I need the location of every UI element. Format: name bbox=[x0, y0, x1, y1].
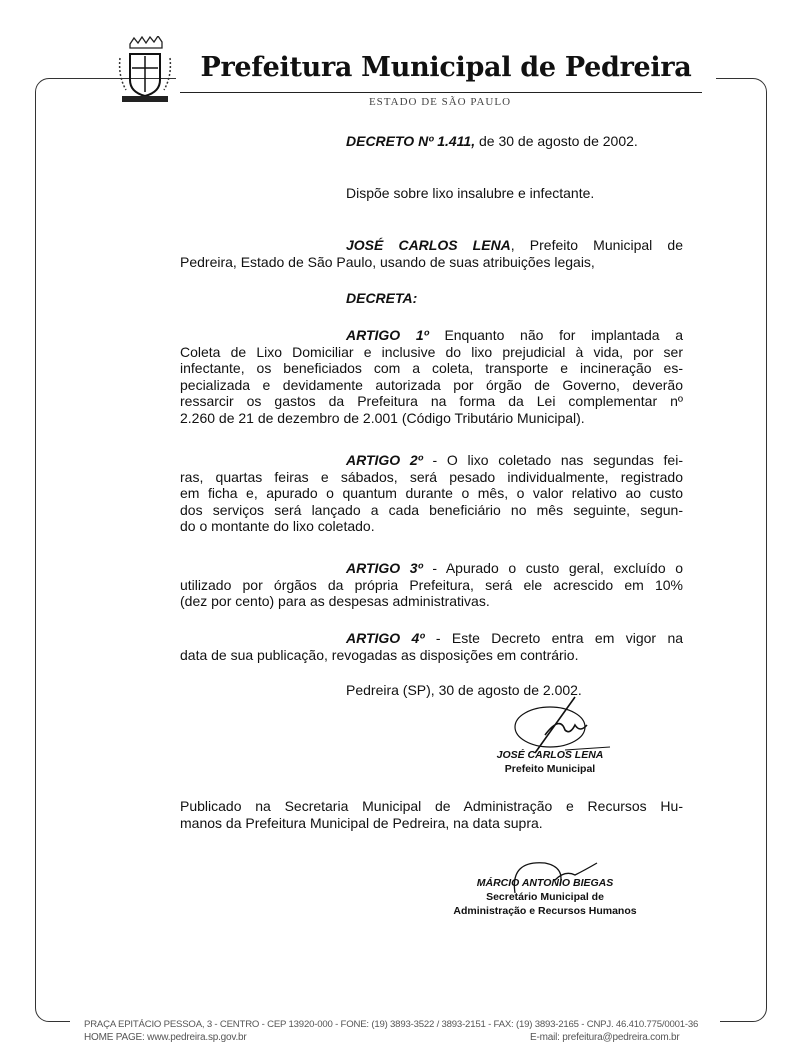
article-line: ras, quartas feiras e sábados, será pesado individualmente, registrado bbox=[180, 468, 683, 485]
signature-block-mayor bbox=[460, 748, 640, 776]
preamble bbox=[180, 237, 683, 270]
article-line: ressarcir os gastos da Prefeitura na forma da Lei complementar nº bbox=[180, 393, 683, 410]
letterhead-subtitle: ESTADO DE SÃO PAULO bbox=[368, 96, 512, 108]
coat-of-arms-icon bbox=[116, 36, 174, 106]
article-text: - O lixo coletado nas segundas fei- bbox=[432, 452, 683, 468]
preamble-text: Pedreira, Estado de São Paulo, usando de suas atribuições legais, bbox=[180, 253, 595, 270]
article-1 bbox=[180, 327, 683, 427]
article-3 bbox=[180, 560, 683, 610]
article-line: 2.260 de 21 de dezembro de 2.001 (Código Tributário Municipal). bbox=[180, 409, 585, 426]
article-text: Enquanto não for implantada a bbox=[444, 327, 684, 343]
letterhead-rule bbox=[180, 92, 702, 93]
signer-role: Prefeito Municipal bbox=[504, 763, 596, 775]
letterhead-title: Prefeitura Municipal de Pedreira bbox=[200, 52, 692, 83]
article-line bbox=[180, 560, 683, 577]
signer-role: Administração e Recursos Humanos bbox=[453, 905, 637, 917]
article-line bbox=[180, 452, 683, 469]
signer-name: JOSÉ CARLOS LENA bbox=[496, 749, 604, 761]
footer-address: PRAÇA EPITÁCIO PESSOA, 3 - CENTRO - CEP 13920-000 - FONE: (19) 3893-3522 / 3893-2151 - FAX: (19) 3893-2165 - CNPJ. 46.410.775/0001-36 bbox=[84, 1019, 699, 1030]
article-4 bbox=[180, 630, 683, 663]
article-label: ARTIGO 4º bbox=[346, 630, 425, 646]
article-line: em ficha e, apurado o quantum durante o mês, o valor relativo ao custo bbox=[180, 485, 683, 502]
place-date: Pedreira (SP), 30 de agosto de 2.002. bbox=[346, 682, 582, 698]
article-line bbox=[180, 630, 683, 647]
signature-mayor-icon bbox=[505, 695, 615, 755]
decreta-heading: DECRETA: bbox=[346, 290, 418, 306]
article-line: infectante, os beneficiados com a coleta, transporte e incineração es- bbox=[180, 360, 683, 377]
footer-email: E-mail: prefeitura@pedreira.com.br bbox=[530, 1032, 680, 1043]
article-line: dos serviços será lançado a cada beneficiário no mês seguinte, segun- bbox=[180, 501, 683, 518]
mayor-name: JOSÉ CARLOS LENA bbox=[346, 237, 511, 253]
signer-role: Secretário Municipal de bbox=[486, 891, 604, 903]
publication-note bbox=[180, 798, 683, 831]
article-line: utilizado por órgãos da própria Prefeitura, será ele acrescido em 10% bbox=[180, 576, 683, 593]
article-2 bbox=[180, 452, 683, 535]
decree-date: de 30 de agosto de 2002. bbox=[475, 133, 638, 149]
signer-name: MÁRCIO ANTONIO BIEGAS bbox=[476, 877, 614, 889]
article-line: do o montante do lixo coletado. bbox=[180, 518, 375, 535]
article-label: ARTIGO 3º bbox=[346, 560, 423, 576]
article-line: (dez por cento) para as despesas administrativas. bbox=[180, 593, 490, 610]
article-text: - Este Decreto entra em vigor na bbox=[435, 630, 684, 646]
publication-text: manos da Prefeitura Municipal de Pedreira, na data supra. bbox=[180, 814, 543, 831]
article-label: ARTIGO 1º bbox=[346, 327, 429, 343]
article-line: pecializada e devidamente autorizada por órgão de Governo, deverão bbox=[180, 376, 683, 393]
article-line: data de sua publicação, revogadas as disposições em contrário. bbox=[180, 646, 579, 663]
decree-heading bbox=[346, 133, 638, 150]
signature-block-secretary bbox=[430, 876, 660, 918]
ementa: Dispõe sobre lixo insalubre e infectante. bbox=[346, 185, 595, 201]
article-line bbox=[180, 327, 683, 344]
preamble-text: , Prefeito Municipal de bbox=[510, 237, 683, 253]
article-line: Coleta de Lixo Domiciliar e inclusive do lixo prejudicial à vida, por ser bbox=[180, 343, 683, 360]
article-label: ARTIGO 2º bbox=[346, 452, 423, 468]
article-text: - Apurado o custo geral, excluído o bbox=[432, 560, 684, 576]
footer-homepage: HOME PAGE: www.pedreira.sp.gov.br bbox=[84, 1032, 247, 1043]
publication-text: Publicado na Secretaria Municipal de Administração e Recursos Hu- bbox=[180, 798, 683, 814]
decree-number: DECRETO Nº 1.411, bbox=[346, 133, 476, 149]
